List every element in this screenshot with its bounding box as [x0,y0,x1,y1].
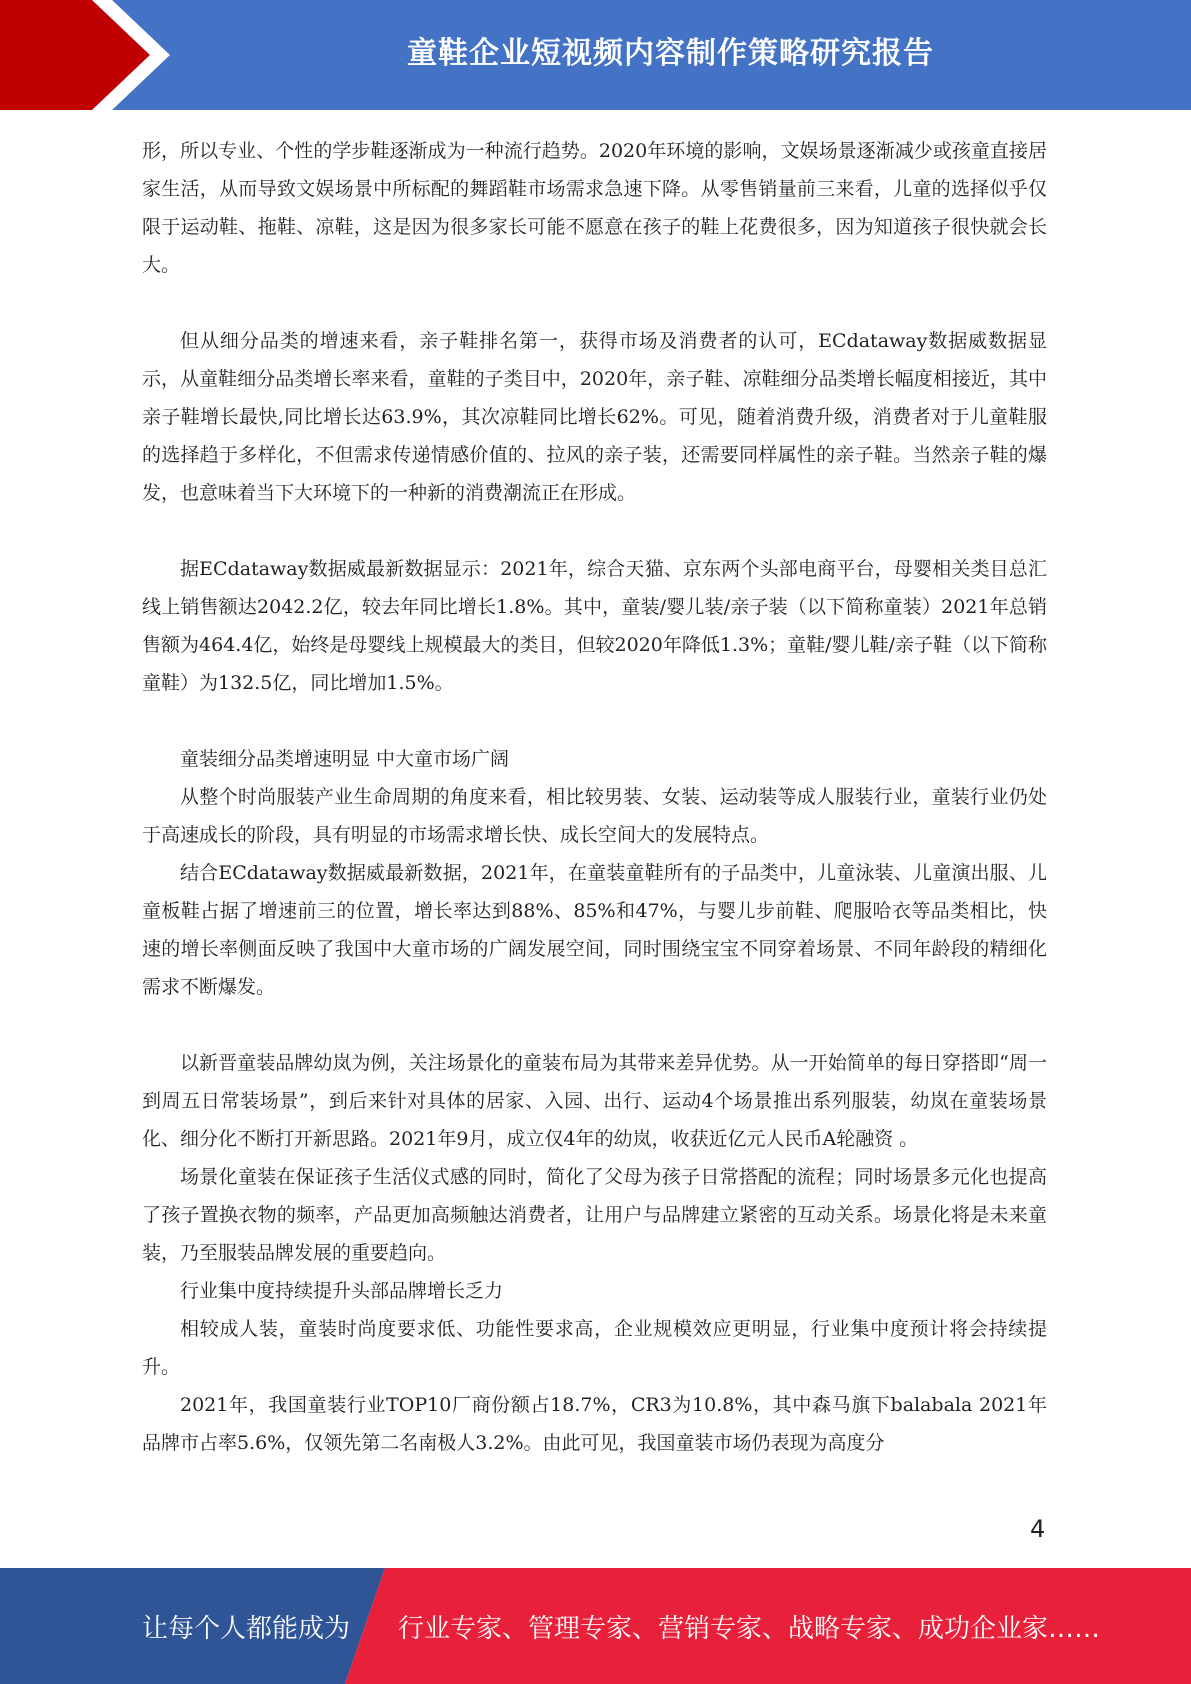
footer-slogan-left: 让每个人都能成为 [142,1613,351,1644]
footer-slogan-right: 行业专家、管理专家、营销专家、战略专家、成功企业家…… [398,1613,1101,1644]
paragraph-1: 形，所以专业、个性的学步鞋逐渐成为一种流行趋势。2020年环境的影响，文娱场景逐渐减少或孩童直接居家生活，从而导致文娱场景中所标配的舞蹈鞋市场需求急速下降。从零售销量前三来看，儿童的选择似乎仅限于运动鞋、拖鞋、凉鞋，这是因为很多家长可能不愿意在孩子的鞋上花费很多，因为知道孩子很快就会长大。 [142,140,1047,276]
paragraph-2: 但从细分品类的增速来看，亲子鞋排名第一，获得市场及消费者的认可，ECdataway数据威数据显示，从童鞋细分品类增长率来看，童鞋的子类目中，2020年，亲子鞋、凉鞋细分品类增长幅度相接近，其中亲子鞋增长最快,同比增长达63.9%，其次凉鞋同比增长62%。可见，随着消费升级，消费者对于儿童鞋服的选择趋于多样化，不但需求传递情感价值的、拉风的亲子装，还需要同样属性的亲子鞋。当然亲子鞋的爆发，也意味着当下大环境下的一种新的消费潮流正在形成。 [142,330,1047,504]
page-number: 4 [1030,1515,1046,1543]
paragraph-9: 2021年，我国童装行业TOP10厂商份额占18.7%，CR3为10.8%，其中森马旗下balabala 2021年品牌市占率5.6%，仅领先第二名南极人3.2%。由此可见，我国童装市场仍表现为高度分 [142,1394,1047,1454]
page-header [0,0,1191,110]
paragraph-3: 据ECdataway数据威最新数据显示：2021年，综合天猫、京东两个头部电商平台，母婴相关类目总汇线上销售额达2042.2亿，较去年同比增长1.8%。其中，童装/婴儿装/亲子装（以下简称童装）2021年总销售额为464.4亿，始终是母婴线上规模最大的类目，但较2020年降低1.3%；童鞋/婴儿鞋/亲子鞋（以下简称童鞋）为132.5亿，同比增加1.5%。 [142,558,1047,694]
paragraph-8: 相较成人装，童装时尚度要求低、功能性要求高，企业规模效应更明显，行业集中度预计将会持续提升。 [142,1318,1047,1378]
document-title: 童鞋企业短视频内容制作策略研究报告 [407,36,934,71]
paragraph-6: 以新晋童装品牌幼岚为例，关注场景化的童装布局为其带来差异优势。从一开始简单的每日穿搭即“周一到周五日常装场景”，到后来针对具体的居家、入园、出行、运动4个场景推出系列服装，幼岚在童装场景化、细分化不断打开新思路。2021年9月，成立仅4年的幼岚，收获近亿元人民币A轮融资 。 [142,1052,1047,1150]
body-text [142,132,1047,1462]
paragraph-4: 从整个时尚服装产业生命周期的角度来看，相比较男装、女装、运动装等成人服装行业，童装行业仍处于高速成长的阶段，具有明显的市场需求增长快、成长空间大的发展特点。 [142,786,1047,846]
page-footer [0,1568,1191,1684]
paragraph-5: 结合ECdataway数据威最新数据，2021年，在童装童鞋所有的子品类中，儿童泳装、儿童演出服、儿童板鞋占据了增速前三的位置，增长率达到88%、85%和47%，与婴儿步前鞋、爬服哈衣等品类相比，快速的增长率侧面反映了我国中大童市场的广阔发展空间，同时围绕宝宝不同穿着场景、不同年龄段的精细化需求不断爆发。 [142,862,1047,998]
paragraph-7: 场景化童装在保证孩子生活仪式感的同时，简化了父母为孩子日常搭配的流程；同时场景多元化也提高了孩子置换衣物的频率，产品更加高频触达消费者，让用户与品牌建立紧密的互动关系。场景化将是未来童装，乃至服装品牌发展的重要趋向。 [142,1166,1047,1264]
section-heading-2: 行业集中度持续提升头部品牌增长乏力 [180,1280,504,1302]
section-heading-1: 童装细分品类增速明显 中大童市场广阔 [180,748,510,770]
